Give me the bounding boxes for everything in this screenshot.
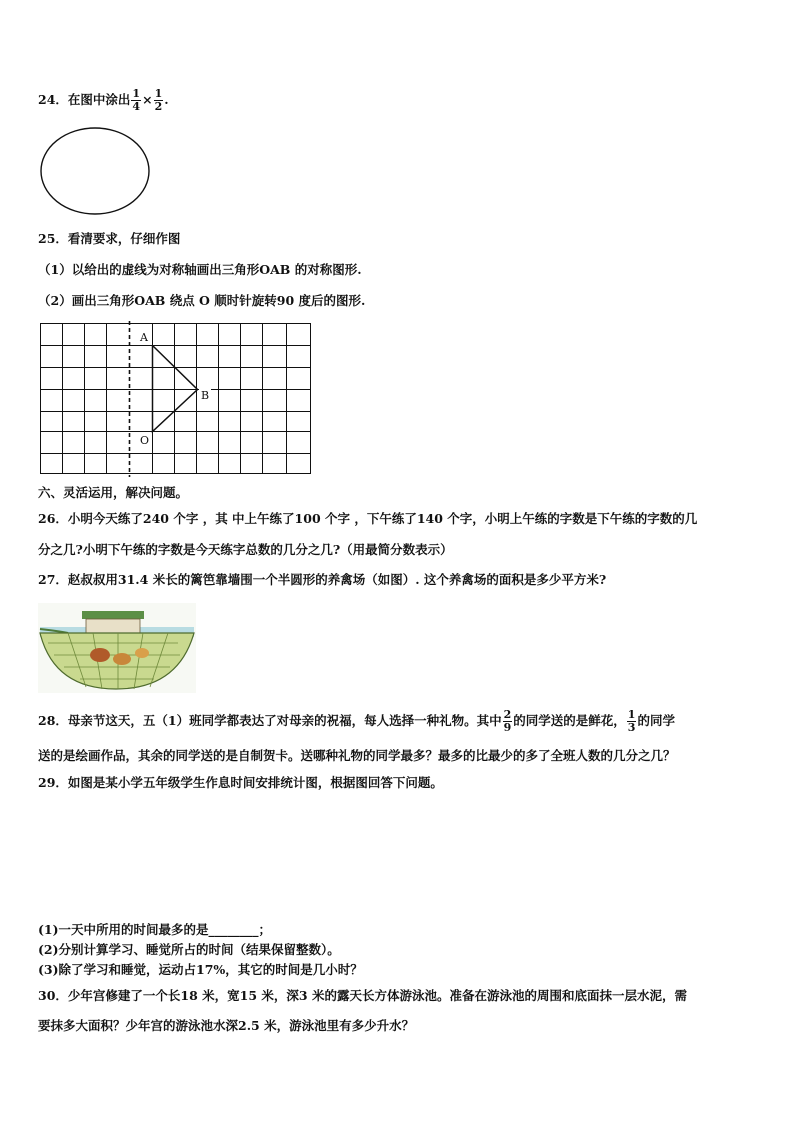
question-29-sub-3: (3)除了学习和睡觉，运动占17%，其它的时间是几小时？ bbox=[38, 962, 363, 977]
question-30-line-1: 30．少年宫修建了一个长18 米，宽15 米，深3 米的露天长方体游泳池。准备在游泳池的周围和底面抹一层水泥，需 bbox=[38, 988, 687, 1003]
fraction-one-quarter bbox=[131, 88, 141, 113]
question-28-text-c: 的同学 bbox=[637, 713, 675, 728]
numerator: 1 bbox=[132, 87, 141, 100]
denominator: 3 bbox=[627, 721, 636, 734]
period: . bbox=[164, 92, 169, 107]
label-a: A bbox=[140, 331, 148, 344]
times-sign: × bbox=[142, 92, 153, 107]
denominator: 9 bbox=[503, 721, 512, 734]
section-heading: 六、灵活运用，解决问题。 bbox=[38, 485, 189, 500]
question-28-line-1 bbox=[38, 708, 675, 734]
question-28-text-b: 的同学送的是鲜花， bbox=[513, 713, 626, 728]
numerator: 2 bbox=[503, 708, 512, 721]
label-b: B bbox=[201, 389, 210, 402]
question-24-number: 24． bbox=[38, 92, 68, 107]
question-29-sub-2: (2)分别计算学习、睡觉所占的时间（结果保留整数）。 bbox=[38, 942, 340, 957]
fraction-one-third bbox=[627, 709, 637, 734]
question-26-line-2: 分之几?小明下午练的字数是今天练字总数的几分之几?（用最简分数表示） bbox=[38, 542, 453, 557]
denominator: 4 bbox=[132, 100, 141, 113]
question-28-line-2: 送的是绘画作品，其余的同学送的是自制贺卡。送哪种礼物的同学最多？最多的比最少的多了全班人数的几分之几？ bbox=[38, 748, 676, 763]
question-30-line-2: 要抹多大面积？少年宫的游泳池水深2.5 米，游泳池里有多少升水？ bbox=[38, 1018, 415, 1033]
poultry-farm-illustration bbox=[38, 603, 196, 693]
grid-figure bbox=[38, 321, 314, 477]
question-27: 27．赵叔叔用31.4 米长的篱笆靠墙围一个半圆形的养禽场（如图）. 这个养禽场的面积是多少平方米? bbox=[38, 572, 607, 587]
fraction-one-half bbox=[154, 88, 164, 113]
question-25-item-2: （2）画出三角形OAB 绕点 O 顺时针旋转90 度后的图形. bbox=[38, 293, 366, 308]
question-26-line-1: 26．小明今天练了240 个字 ，其 中上午练了100 个字 ，下午练了140 个字，小明上午练的字数是下午练的字数的几 bbox=[38, 511, 698, 526]
question-25-item-1: （1）以给出的虚线为对称轴画出三角形OAB 的对称图形. bbox=[38, 262, 362, 277]
question-24 bbox=[38, 88, 169, 113]
numerator: 1 bbox=[154, 87, 163, 100]
denominator: 2 bbox=[154, 100, 163, 113]
fraction-two-ninths bbox=[503, 709, 513, 734]
question-25-title: 25．看清要求，仔细作图 bbox=[38, 231, 181, 246]
question-24-text: 在图中涂出 bbox=[67, 92, 131, 107]
numerator: 1 bbox=[627, 708, 636, 721]
question-28-text-a: 28．母亲节这天，五（1）班同学都表达了对母亲的祝福，每人选择一种礼物。其中 bbox=[38, 713, 502, 728]
circle-figure bbox=[38, 126, 154, 220]
grid-lines bbox=[41, 324, 311, 474]
label-o: O bbox=[140, 434, 150, 447]
question-29-sub-1: (1)一天中所用的时间最多的是________； bbox=[38, 922, 272, 937]
question-29-intro: 29．如图是某小学五年级学生作息时间安排统计图，根据图回答下问题。 bbox=[38, 775, 443, 790]
